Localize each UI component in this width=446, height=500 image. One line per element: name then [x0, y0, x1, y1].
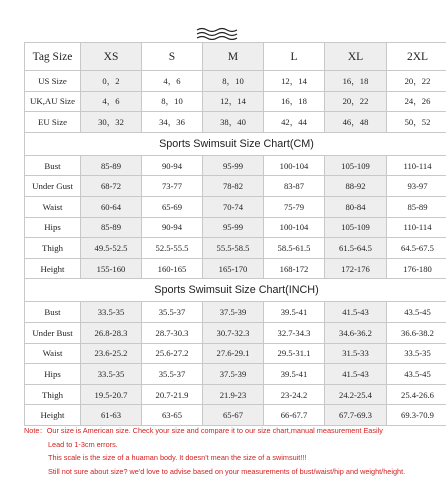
- wave-divider-icon: [196, 26, 240, 40]
- size-value-cell: 60-64: [81, 196, 142, 217]
- size-header-cell: L: [264, 43, 325, 71]
- size-value-cell: 23-24.2: [264, 384, 325, 405]
- size-value-cell: 19.5-20.7: [81, 384, 142, 405]
- inch-section-header: [25, 279, 446, 302]
- row-label: Under Gust: [25, 176, 81, 197]
- size-value-cell: 61.5-64.5: [325, 238, 387, 259]
- size-value-cell: 90-94: [142, 155, 203, 176]
- size-value-cell: 33.5-35: [81, 364, 142, 385]
- size-chart-table: [24, 42, 446, 426]
- size-value-cell: 61-63: [81, 405, 142, 426]
- size-value-cell: 100-104: [264, 217, 325, 238]
- conversion-row: [25, 112, 446, 133]
- row-label: EU Size: [25, 112, 81, 133]
- row-label: Waist: [25, 343, 81, 364]
- size-value-cell: 52.5-55.5: [142, 238, 203, 259]
- size-value-cell: 33.5-35: [387, 343, 446, 364]
- row-label: Thigh: [25, 384, 81, 405]
- size-value-cell: 168-172: [264, 258, 325, 279]
- size-value-cell: 42，44: [264, 112, 325, 133]
- size-value-cell: 30，32: [81, 112, 142, 133]
- size-value-cell: 34.6-36.2: [325, 322, 387, 343]
- size-value-cell: 172-176: [325, 258, 387, 279]
- note-line-2: Lead to 1-3cm errors.: [48, 439, 118, 449]
- size-value-cell: 46，48: [325, 112, 387, 133]
- size-value-cell: 37.5-39: [203, 364, 264, 385]
- row-label: Height: [25, 258, 81, 279]
- size-value-cell: 110-114: [387, 217, 446, 238]
- size-value-cell: 20，22: [325, 91, 387, 112]
- size-value-cell: 67.7-69.3: [325, 405, 387, 426]
- size-value-cell: 65-67: [203, 405, 264, 426]
- row-label: Hips: [25, 364, 81, 385]
- size-value-cell: 43.5-45: [387, 302, 446, 323]
- size-value-cell: 28.7-30.3: [142, 322, 203, 343]
- size-value-cell: 36.6-38.2: [387, 322, 446, 343]
- row-label: Waist: [25, 196, 81, 217]
- size-value-cell: 176-180: [387, 258, 446, 279]
- size-value-cell: 69.3-70.9: [387, 405, 446, 426]
- inch-measure-row: [25, 405, 446, 426]
- size-value-cell: 70-74: [203, 196, 264, 217]
- size-value-cell: 41.5-43: [325, 302, 387, 323]
- note-line-4: Still not sure about size? we'd love to advise based on your measurements of bust/waist/hip and weight/height.: [48, 466, 406, 476]
- size-value-cell: 50，52: [387, 112, 446, 133]
- size-value-cell: 68-72: [81, 176, 142, 197]
- note-line-1: Note：Our size is American size. Check your size and compare it to our size chart,manual measurement Easily: [24, 426, 383, 435]
- conversion-row: [25, 71, 446, 92]
- size-value-cell: 33.5-35: [81, 302, 142, 323]
- size-header-cell: XL: [325, 43, 387, 71]
- size-value-cell: 80-84: [325, 196, 387, 217]
- row-label: Height: [25, 405, 81, 426]
- cm-measure-row: [25, 217, 446, 238]
- size-value-cell: 31.5-33: [325, 343, 387, 364]
- row-label: Bust: [25, 302, 81, 323]
- size-value-cell: 39.5-41: [264, 302, 325, 323]
- size-value-cell: 63-65: [142, 405, 203, 426]
- size-value-cell: 75-79: [264, 196, 325, 217]
- size-value-cell: 35.5-37: [142, 302, 203, 323]
- row-label: Thigh: [25, 238, 81, 259]
- size-value-cell: 88-92: [325, 176, 387, 197]
- size-value-cell: 85-89: [81, 217, 142, 238]
- size-value-cell: 20.7-21.9: [142, 384, 203, 405]
- size-value-cell: 105-109: [325, 217, 387, 238]
- tag-size-header: Tag Size: [25, 43, 81, 71]
- size-value-cell: 41.5-43: [325, 364, 387, 385]
- size-value-cell: 34，36: [142, 112, 203, 133]
- size-value-cell: 90-94: [142, 217, 203, 238]
- inch-measure-row: [25, 343, 446, 364]
- row-label: Bust: [25, 155, 81, 176]
- size-value-cell: 32.7-34.3: [264, 322, 325, 343]
- size-value-cell: 110-114: [387, 155, 446, 176]
- cm-measure-row: [25, 258, 446, 279]
- size-value-cell: 165-170: [203, 258, 264, 279]
- size-value-cell: 25.4-26.6: [387, 384, 446, 405]
- inch-measure-row: [25, 302, 446, 323]
- size-value-cell: 100-104: [264, 155, 325, 176]
- header-row: [25, 43, 446, 71]
- inch-measure-row: [25, 364, 446, 385]
- row-label: UK,AU Size: [25, 91, 81, 112]
- size-value-cell: 26.8-28.3: [81, 322, 142, 343]
- size-value-cell: 85-89: [387, 196, 446, 217]
- size-value-cell: 83-87: [264, 176, 325, 197]
- size-value-cell: 38，40: [203, 112, 264, 133]
- size-value-cell: 23.6-25.2: [81, 343, 142, 364]
- size-value-cell: 66-67.7: [264, 405, 325, 426]
- size-value-cell: 58.5-61.5: [264, 238, 325, 259]
- size-value-cell: 64.5-67.5: [387, 238, 446, 259]
- size-value-cell: 16，18: [264, 91, 325, 112]
- size-value-cell: 0，2: [81, 71, 142, 92]
- size-value-cell: 78-82: [203, 176, 264, 197]
- size-value-cell: 24，26: [387, 91, 446, 112]
- size-value-cell: 25.6-27.2: [142, 343, 203, 364]
- size-value-cell: 4，6: [142, 71, 203, 92]
- size-value-cell: 85-89: [81, 155, 142, 176]
- size-value-cell: 95-99: [203, 155, 264, 176]
- cm-measure-row: [25, 155, 446, 176]
- size-value-cell: 39.5-41: [264, 364, 325, 385]
- size-value-cell: 49.5-52.5: [81, 238, 142, 259]
- size-header-cell: XS: [81, 43, 142, 71]
- size-value-cell: 43.5-45: [387, 364, 446, 385]
- cm-measure-row: [25, 238, 446, 259]
- row-label: US Size: [25, 71, 81, 92]
- size-value-cell: 73-77: [142, 176, 203, 197]
- size-value-cell: 55.5-58.5: [203, 238, 264, 259]
- size-value-cell: 105-109: [325, 155, 387, 176]
- inch-section-header-title: Sports Swimsuit Size Chart(INCH): [25, 279, 446, 302]
- size-value-cell: 160-165: [142, 258, 203, 279]
- size-value-cell: 95-99: [203, 217, 264, 238]
- size-value-cell: 21.9-23: [203, 384, 264, 405]
- row-label: Hips: [25, 217, 81, 238]
- size-value-cell: 29.5-31.1: [264, 343, 325, 364]
- size-value-cell: 20，22: [387, 71, 446, 92]
- size-value-cell: 16，18: [325, 71, 387, 92]
- size-value-cell: 27.6-29.1: [203, 343, 264, 364]
- size-value-cell: 155-160: [81, 258, 142, 279]
- size-value-cell: 30.7-32.3: [203, 322, 264, 343]
- size-notes: [24, 424, 446, 478]
- conversion-row: [25, 91, 446, 112]
- size-value-cell: 65-69: [142, 196, 203, 217]
- size-header-cell: 2XL: [387, 43, 446, 71]
- size-header-cell: S: [142, 43, 203, 71]
- size-value-cell: 35.5-37: [142, 364, 203, 385]
- size-header-cell: M: [203, 43, 264, 71]
- size-value-cell: 12，14: [203, 91, 264, 112]
- size-value-cell: 8，10: [142, 91, 203, 112]
- inch-measure-row: [25, 384, 446, 405]
- cm-measure-row: [25, 196, 446, 217]
- note-line-3: This scale is the size of a huaman body. It doesn't mean the size of a swimsuit!!!: [48, 453, 307, 462]
- cm-section-header: [25, 132, 446, 155]
- size-value-cell: 4，6: [81, 91, 142, 112]
- size-value-cell: 12，14: [264, 71, 325, 92]
- size-value-cell: 37.5-39: [203, 302, 264, 323]
- cm-measure-row: [25, 176, 446, 197]
- size-value-cell: 24.2-25.4: [325, 384, 387, 405]
- size-value-cell: 93-97: [387, 176, 446, 197]
- cm-section-header-title: Sports Swimsuit Size Chart(CM): [25, 132, 446, 155]
- size-value-cell: 8，10: [203, 71, 264, 92]
- inch-measure-row: [25, 322, 446, 343]
- row-label: Under Bust: [25, 322, 81, 343]
